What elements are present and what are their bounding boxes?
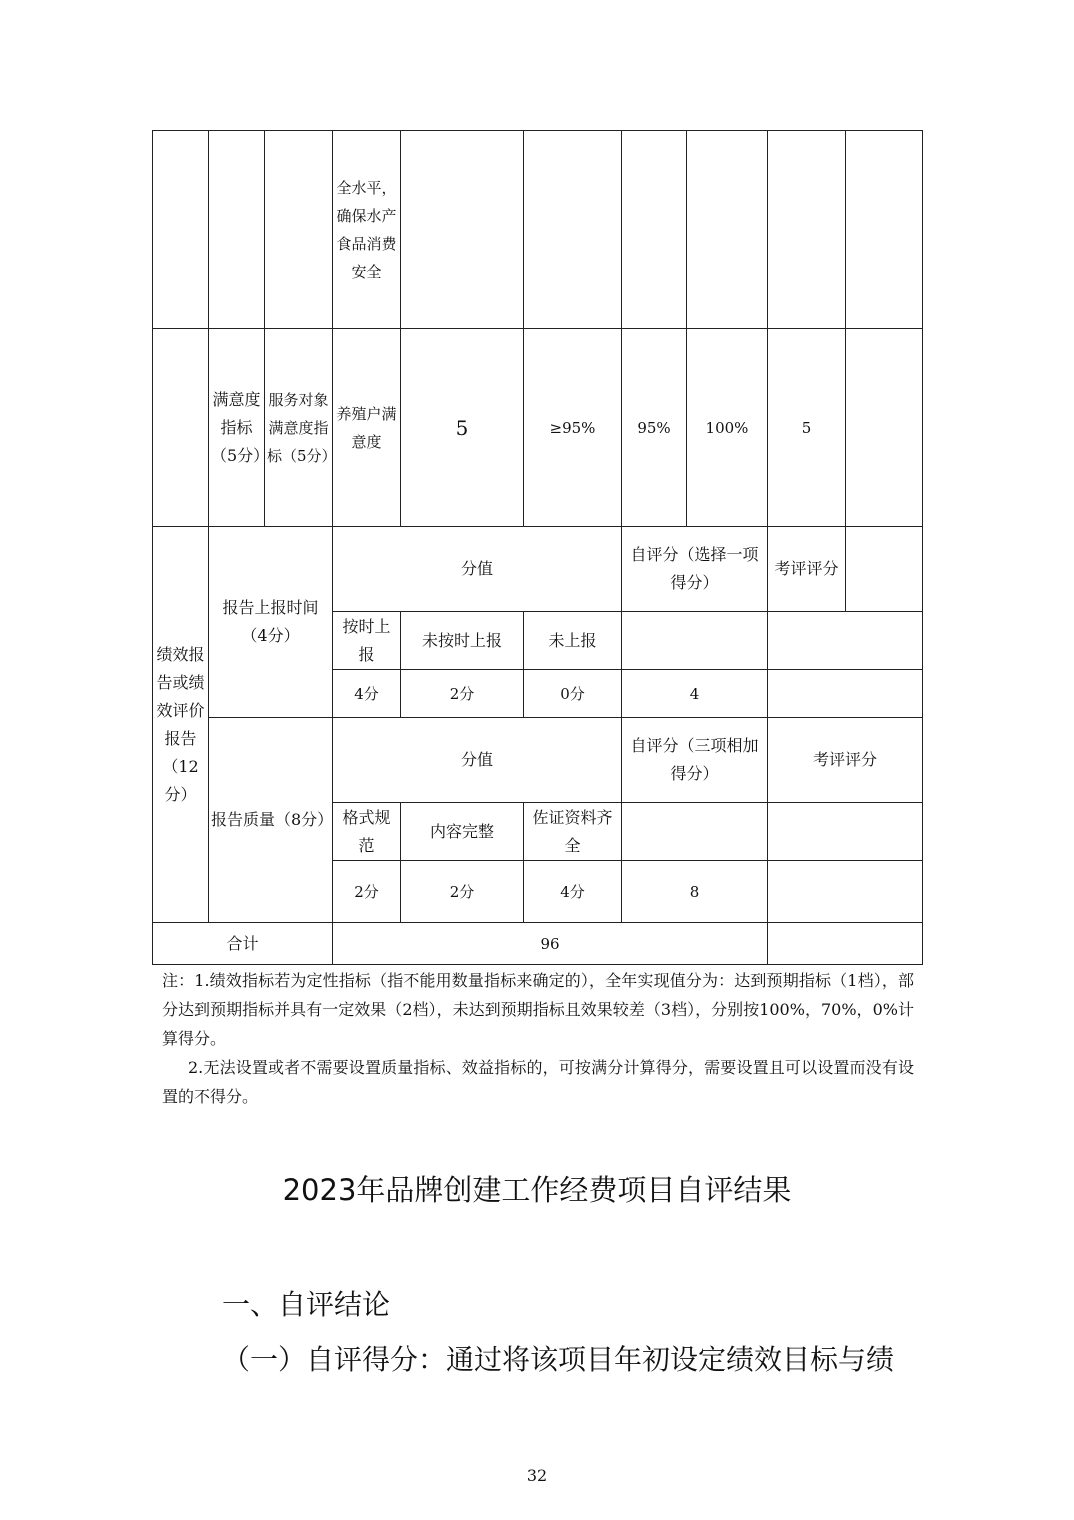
cell-empty — [153, 329, 209, 527]
note-2: 2.无法设置或者不需要设置质量指标、效益指标的，可按满分计算得分，需要设置且可以设置而没有设置的不得分。 — [162, 1058, 914, 1106]
cell-empty — [846, 527, 923, 612]
body-paragraph: （一）自评得分：通过将该项目年初设定绩效目标与绩 — [222, 1343, 895, 1376]
indicator-actual: 95% — [622, 329, 687, 527]
quality-content: 内容完整 — [401, 803, 524, 861]
cell-empty — [768, 803, 923, 861]
cell-empty — [524, 131, 622, 329]
cell-empty — [209, 131, 265, 329]
quality-evidence-value: 4分 — [524, 861, 622, 923]
self-score-sum-header: 自评分（三项相加得分） — [622, 718, 768, 803]
cell-empty — [265, 131, 333, 329]
level2-indicator: 满意度指标（5分） — [209, 329, 265, 527]
time-self-score: 4 — [622, 670, 768, 718]
cell-empty — [622, 131, 687, 329]
cell-empty — [687, 131, 768, 329]
cell-empty — [768, 131, 846, 329]
quality-evidence: 佐证资料齐全 — [524, 803, 622, 861]
fenzhi-header: 分值 — [333, 527, 622, 612]
quality-format: 格式规范 — [333, 803, 401, 861]
fenzhi-header-2: 分值 — [333, 718, 622, 803]
cell-empty — [768, 612, 923, 670]
indicator-rate: 100% — [687, 329, 768, 527]
page-number: 32 — [526, 1466, 548, 1485]
cell-empty — [768, 861, 923, 923]
cell-empty — [622, 612, 768, 670]
indicator-score: 5 — [768, 329, 846, 527]
cell-empty — [622, 803, 768, 861]
cell-empty — [401, 131, 524, 329]
kaoping-header: 考评评分 — [768, 527, 846, 612]
report-section-label: 绩效报告或绩效评价报告（12分） — [153, 527, 209, 923]
option-none-value: 0分 — [524, 670, 622, 718]
option-ontime: 按时上报 — [333, 612, 401, 670]
kaoping-header-2: 考评评分 — [768, 718, 923, 803]
performance-table — [152, 130, 923, 965]
report-quality-label: 报告质量（8分） — [209, 718, 333, 923]
section-title: 2023年品牌创建工作经费项目自评结果 — [282, 1173, 792, 1207]
indicator-name: 养殖户满意度 — [333, 329, 401, 527]
heading-1: 一、自评结论 — [222, 1288, 391, 1321]
quality-self-score: 8 — [622, 861, 768, 923]
total-value: 96 — [333, 923, 768, 965]
option-ontime-value: 4分 — [333, 670, 401, 718]
option-late-value: 2分 — [401, 670, 524, 718]
indicator-target: ≥95% — [524, 329, 622, 527]
self-score-header: 自评分（选择一项得分） — [622, 527, 768, 612]
table-notes — [162, 966, 914, 1111]
cell-empty — [768, 670, 923, 718]
cell-empty — [846, 131, 923, 329]
cell-empty — [768, 923, 923, 965]
report-time-label: 报告上报时间（4分） — [209, 527, 333, 718]
indicator-weight: 5 — [401, 329, 524, 527]
indicator-name-cell: 全水平，确保水产食品消费安全 — [333, 131, 401, 329]
note-1: 注：1.绩效指标若为定性指标（指不能用数量指标来确定的），全年实现值分为：达到预期指标（1档），部分达到预期指标并具有一定效果（2档），未达到预期指标且效果较差（3档），分别按100%，70%，0%计算得分。 — [162, 971, 914, 1048]
quality-format-value: 2分 — [333, 861, 401, 923]
cell-empty — [153, 131, 209, 329]
level3-indicator: 服务对象满意度指标（5分） — [265, 329, 333, 527]
total-label: 合计 — [153, 923, 333, 965]
option-none: 未上报 — [524, 612, 622, 670]
cell-empty — [846, 329, 923, 527]
quality-content-value: 2分 — [401, 861, 524, 923]
option-late: 未按时上报 — [401, 612, 524, 670]
